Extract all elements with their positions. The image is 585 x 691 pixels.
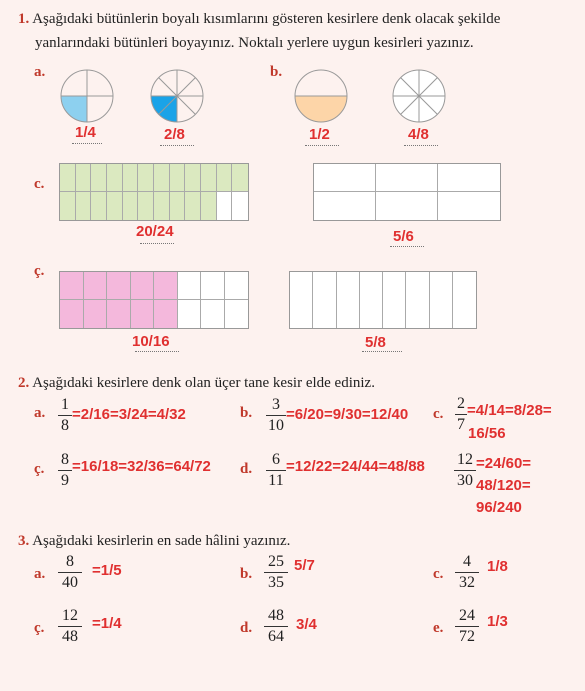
q2-fraction-cc bbox=[58, 451, 72, 490]
grid-cell bbox=[91, 192, 107, 220]
grid-cell bbox=[201, 192, 217, 220]
q2-a-denominator: 8 bbox=[61, 417, 69, 434]
q2-fraction-d bbox=[266, 451, 286, 490]
q2-text: Aşağıdaki kesirlere denk olan üçer tane kesir elde ediniz. bbox=[32, 375, 375, 391]
circle-quarters bbox=[61, 70, 113, 122]
grid-cell bbox=[107, 192, 123, 220]
q3-cc-denominator: 48 bbox=[62, 628, 78, 645]
grid-cell bbox=[154, 192, 170, 220]
q1-grid-cc-right bbox=[289, 271, 477, 329]
q2-label-c: c. bbox=[433, 406, 444, 422]
q2-label-b: b. bbox=[240, 405, 253, 421]
q2-b-numerator: 3 bbox=[272, 396, 280, 413]
q2-c-numerator: 2 bbox=[457, 395, 465, 412]
grid-cell bbox=[314, 164, 376, 192]
q2-b-denominator: 10 bbox=[268, 417, 284, 434]
grid-cell bbox=[438, 164, 500, 192]
q1-number: 1. bbox=[18, 11, 30, 27]
q1-grid-c-right bbox=[313, 163, 501, 221]
q3-fraction-b bbox=[264, 553, 288, 592]
grid-cell bbox=[60, 164, 76, 192]
q1-answer-b2: 4/8 bbox=[408, 126, 429, 143]
grid-cell bbox=[217, 164, 233, 192]
grid-cell bbox=[232, 192, 248, 220]
q3-label-b: b. bbox=[240, 566, 253, 582]
q2-a-numerator: 1 bbox=[61, 396, 69, 413]
grid-cell bbox=[201, 272, 225, 300]
q3-number: 3. bbox=[18, 533, 30, 549]
q3-cc-numerator: 12 bbox=[62, 607, 78, 624]
q3-a-numerator: 8 bbox=[66, 553, 74, 570]
q1-answer-c2: 5/6 bbox=[393, 228, 414, 245]
q3-answer-d: 3/4 bbox=[296, 616, 317, 633]
q3-fraction-d bbox=[264, 607, 288, 646]
grid-cell bbox=[107, 272, 131, 300]
q2-label-cc: ç. bbox=[34, 461, 45, 477]
q2-cc-numerator: 8 bbox=[61, 451, 69, 468]
q1-grid-c-left bbox=[59, 163, 249, 221]
grid-cell bbox=[60, 192, 76, 220]
q2-answer-cc: =16/18=32/36=64/72 bbox=[72, 458, 211, 475]
q2-instruction bbox=[18, 372, 375, 394]
q3-d-numerator: 48 bbox=[268, 607, 284, 624]
q1-grid-cc-left bbox=[59, 271, 249, 329]
grid-cell bbox=[131, 300, 155, 328]
q3-answer-e: 1/3 bbox=[487, 613, 508, 630]
grid-cell bbox=[138, 192, 154, 220]
q3-d-denominator: 64 bbox=[268, 628, 284, 645]
q2-fraction-a bbox=[58, 396, 72, 435]
grid-cell bbox=[154, 164, 170, 192]
q3-a-denominator: 40 bbox=[62, 574, 78, 591]
q2-cc-denominator: 9 bbox=[61, 472, 69, 489]
q2-answer-e-line2: 48/120= bbox=[476, 477, 531, 494]
q3-fraction-e bbox=[455, 607, 479, 646]
grid-cell bbox=[201, 300, 225, 328]
q1-answer-cc2: 5/8 bbox=[365, 334, 386, 351]
grid-cell bbox=[170, 164, 186, 192]
grid-cell bbox=[84, 300, 108, 328]
q2-answer-c-line1: =4/14=8/28= bbox=[467, 402, 552, 419]
q3-answer-b: 5/7 bbox=[294, 557, 315, 574]
grid-cell bbox=[123, 192, 139, 220]
circle-eighths-a bbox=[151, 70, 203, 122]
grid-cell bbox=[131, 272, 155, 300]
grid-cell bbox=[60, 300, 84, 328]
q3-b-numerator: 25 bbox=[268, 553, 284, 570]
grid-cell bbox=[138, 164, 154, 192]
grid-cell bbox=[438, 192, 500, 220]
q3-label-c: c. bbox=[433, 566, 444, 582]
q2-e-numerator: 12 bbox=[457, 451, 473, 468]
grid-cell bbox=[185, 164, 201, 192]
q3-b-denominator: 35 bbox=[268, 574, 284, 591]
q3-label-a: a. bbox=[34, 566, 46, 582]
circle-eighths-b bbox=[393, 70, 445, 122]
grid-cell bbox=[225, 300, 249, 328]
q1-answer-c1: 20/24 bbox=[136, 223, 174, 240]
grid-cell bbox=[376, 164, 438, 192]
q1-answer-b1: 1/2 bbox=[309, 126, 330, 143]
q3-instruction bbox=[18, 530, 290, 552]
q2-e-denominator: 30 bbox=[457, 472, 473, 489]
q1-answer-a1: 1/4 bbox=[75, 124, 96, 141]
grid-cell bbox=[107, 164, 123, 192]
grid-cell bbox=[76, 192, 92, 220]
grid-cell bbox=[60, 272, 84, 300]
q2-d-numerator: 6 bbox=[272, 451, 280, 468]
q2-answer-e-line3: 96/240 bbox=[476, 499, 522, 516]
q1-label-a: a. bbox=[34, 64, 46, 80]
grid-cell bbox=[225, 272, 249, 300]
q1-answer-a2: 2/8 bbox=[164, 126, 185, 143]
grid-cell bbox=[107, 300, 131, 328]
grid-cell bbox=[178, 300, 202, 328]
q2-fraction-e bbox=[454, 451, 476, 490]
q3-label-d: d. bbox=[240, 620, 253, 636]
q1-line1: Aşağıdaki bütünlerin boyalı kısımlarını gösteren kesirlere denk olacak şekilde bbox=[32, 11, 501, 27]
q2-number: 2. bbox=[18, 375, 30, 391]
q2-fraction-b bbox=[266, 396, 286, 435]
q3-e-denominator: 72 bbox=[459, 628, 475, 645]
grid-cell bbox=[170, 192, 186, 220]
q3-text: Aşağıdaki kesirlerin en sade hâlini yazınız. bbox=[32, 533, 291, 549]
q3-answer-a: =1/5 bbox=[92, 562, 122, 579]
grid-cell bbox=[185, 192, 201, 220]
q2-answer-b: =6/20=9/30=12/40 bbox=[286, 406, 409, 423]
q2-answer-c-line2: 16/56 bbox=[468, 425, 506, 442]
q1-answer-cc1: 10/16 bbox=[132, 333, 170, 350]
grid-cell bbox=[217, 192, 233, 220]
q2-c-denominator: 7 bbox=[457, 416, 465, 433]
q2-answer-a: =2/16=3/24=4/32 bbox=[72, 406, 186, 423]
grid-cell bbox=[313, 272, 336, 328]
q2-label-a: a. bbox=[34, 405, 46, 421]
grid-cell bbox=[376, 192, 438, 220]
grid-cell bbox=[123, 164, 139, 192]
grid-cell bbox=[232, 164, 248, 192]
q1-circles bbox=[56, 69, 456, 125]
q3-label-e: e. bbox=[433, 620, 444, 636]
q3-fraction-a bbox=[58, 553, 82, 592]
grid-cell bbox=[91, 164, 107, 192]
q1-label-c: c. bbox=[34, 176, 45, 192]
grid-cell bbox=[178, 272, 202, 300]
q1-line2: yanlarındaki bütünleri boyayınız. Noktalı yerlere uygun kesirleri yazınız. bbox=[35, 35, 474, 51]
q3-c-denominator: 32 bbox=[459, 574, 475, 591]
grid-cell bbox=[76, 164, 92, 192]
q3-answer-cc: =1/4 bbox=[92, 615, 122, 632]
grid-cell bbox=[201, 164, 217, 192]
grid-cell bbox=[154, 272, 178, 300]
q2-answer-d: =12/22=24/44=48/88 bbox=[286, 458, 425, 475]
q3-label-cc: ç. bbox=[34, 620, 45, 636]
q3-c-numerator: 4 bbox=[463, 553, 471, 570]
circle-halves bbox=[295, 70, 347, 122]
q2-answer-e-line1: =24/60= bbox=[476, 455, 532, 472]
grid-cell bbox=[314, 192, 376, 220]
q3-answer-c: 1/8 bbox=[487, 558, 508, 575]
q2-label-d: d. bbox=[240, 461, 253, 477]
grid-cell bbox=[337, 272, 360, 328]
q3-fraction-c bbox=[455, 553, 479, 592]
grid-cell bbox=[430, 272, 453, 328]
q3-fraction-cc bbox=[58, 607, 82, 646]
q2-fraction-c bbox=[455, 395, 467, 434]
q3-e-numerator: 24 bbox=[459, 607, 475, 624]
q1-label-cc: ç. bbox=[34, 263, 45, 279]
q1-instruction bbox=[18, 8, 578, 30]
grid-cell bbox=[290, 272, 313, 328]
grid-cell bbox=[406, 272, 429, 328]
grid-cell bbox=[453, 272, 476, 328]
grid-cell bbox=[383, 272, 406, 328]
grid-cell bbox=[84, 272, 108, 300]
q1-label-b: b. bbox=[270, 64, 283, 80]
grid-cell bbox=[360, 272, 383, 328]
grid-cell bbox=[154, 300, 178, 328]
q2-d-denominator: 11 bbox=[268, 472, 284, 489]
